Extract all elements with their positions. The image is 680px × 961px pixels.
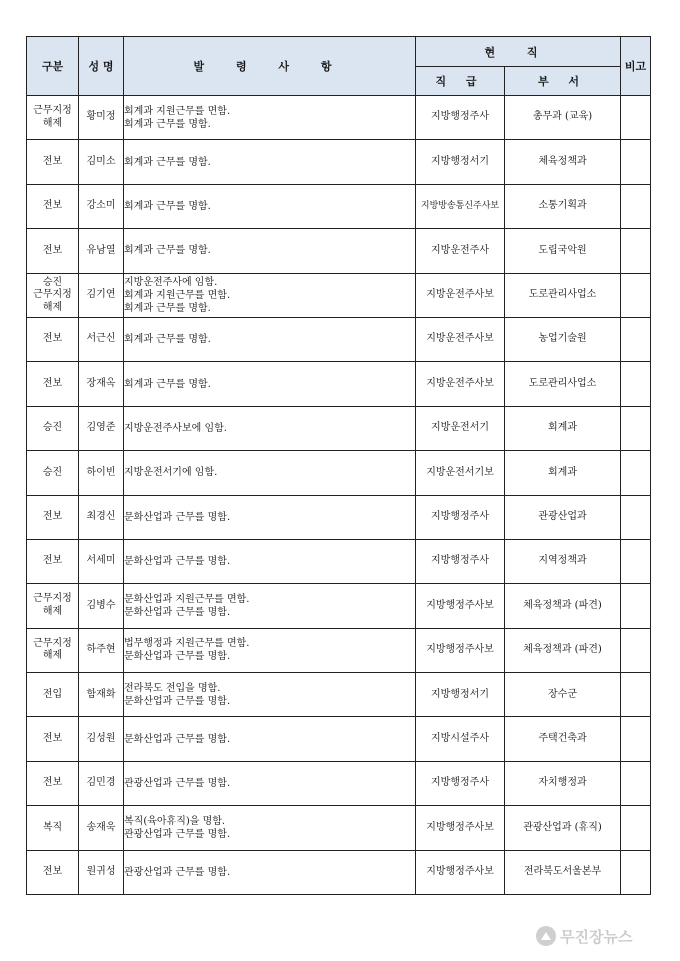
category-cell — [27, 317, 79, 361]
action-cell — [124, 717, 416, 761]
header-current: 현 직 — [416, 37, 621, 67]
dept-cell: 주택건축과 — [505, 717, 621, 761]
dept-cell: 체육정책과 (파견) — [505, 628, 621, 672]
name-cell: 강소미 — [79, 184, 124, 228]
rank-cell: 지방행정주사보 — [416, 584, 505, 628]
action-line: 관광산업과 근무를 명함. — [124, 778, 231, 790]
category-line: 승진 — [42, 276, 63, 288]
category-line: 전보 — [42, 866, 63, 878]
rank-cell: 지방운전주사보 — [416, 317, 505, 361]
action-cell — [124, 140, 416, 184]
dept-cell: 소통기획과 — [505, 184, 621, 228]
category-line: 근무지정 — [33, 637, 72, 649]
table-row — [27, 140, 651, 184]
dept-cell: 회계과 — [505, 451, 621, 495]
category-line: 전입 — [42, 688, 63, 700]
appointment-table — [26, 36, 651, 895]
rank-cell: 지방행정주사보 — [416, 850, 505, 894]
table-row — [27, 362, 651, 406]
category-cell — [27, 273, 79, 317]
note-cell — [621, 673, 651, 717]
note-cell — [621, 761, 651, 805]
note-cell — [621, 273, 651, 317]
category-line: 전보 — [42, 155, 63, 167]
action-cell — [124, 273, 416, 317]
dept-cell: 장수군 — [505, 673, 621, 717]
note-cell — [621, 584, 651, 628]
name-cell: 최경신 — [79, 495, 124, 539]
table-row — [27, 628, 651, 672]
rank-cell: 지방운전서기보 — [416, 451, 505, 495]
header-note: 비고 — [621, 37, 651, 96]
category-line: 전보 — [42, 510, 63, 522]
note-cell — [621, 628, 651, 672]
dept-cell: 자치행정과 — [505, 761, 621, 805]
note-cell — [621, 495, 651, 539]
rank-cell: 지방행정주사보 — [416, 806, 505, 850]
note-cell — [621, 850, 651, 894]
category-line: 근무지정 — [33, 289, 72, 300]
table-row — [27, 850, 651, 894]
note-cell — [621, 184, 651, 228]
header-rank: 직 급 — [416, 67, 505, 96]
category-line: 해제 — [42, 650, 63, 662]
action-cell — [124, 806, 416, 850]
category-line: 전보 — [42, 333, 63, 345]
category-cell — [27, 850, 79, 894]
dept-cell: 회계과 — [505, 406, 621, 450]
name-cell: 김미소 — [79, 140, 124, 184]
header-action: 발 령 사 항 — [124, 37, 416, 96]
name-cell: 김기연 — [79, 273, 124, 317]
table-row — [27, 495, 651, 539]
table-row — [27, 96, 651, 140]
action-line: 회계과 지원근무를 면함. — [124, 105, 231, 117]
header-dept: 부 서 — [505, 67, 621, 96]
table-row — [27, 584, 651, 628]
rank-cell: 지방행정주사 — [416, 761, 505, 805]
watermark-text: 무진장뉴스 — [560, 927, 633, 946]
watermark-logo-icon — [536, 926, 556, 946]
action-line: 회계과 근무를 명함. — [124, 200, 211, 212]
category-cell — [27, 229, 79, 273]
category-line: 복직 — [42, 821, 63, 833]
action-cell — [124, 451, 416, 495]
action-line: 문화산업과 근무를 명함. — [124, 733, 231, 745]
action-line: 문화산업과 근무를 명함. — [124, 651, 231, 663]
note-cell — [621, 140, 651, 184]
rank-cell: 지방행정주사 — [416, 539, 505, 583]
action-line: 문화산업과 근무를 명함. — [124, 556, 231, 568]
action-line: 문화산업과 근무를 명함. — [124, 511, 231, 523]
note-cell — [621, 96, 651, 140]
note-cell — [621, 717, 651, 761]
category-cell — [27, 673, 79, 717]
category-line: 전보 — [42, 200, 63, 212]
action-cell — [124, 850, 416, 894]
category-line: 전보 — [42, 777, 63, 789]
action-cell — [124, 495, 416, 539]
action-line: 관광산업과 근무를 명함. — [124, 828, 231, 840]
category-line: 전보 — [42, 377, 63, 389]
name-cell: 원귀성 — [79, 850, 124, 894]
rank-cell: 지방방송통신주사보 — [416, 184, 505, 228]
action-cell — [124, 673, 416, 717]
category-line: 근무지정 — [33, 593, 72, 605]
category-line: 해제 — [42, 117, 63, 129]
table-row — [27, 184, 651, 228]
rank-cell: 지방행정서기 — [416, 673, 505, 717]
table-row — [27, 317, 651, 361]
name-cell: 김민경 — [79, 761, 124, 805]
name-cell: 하이빈 — [79, 451, 124, 495]
dept-cell: 전라북도서울본부 — [505, 850, 621, 894]
category-cell — [27, 96, 79, 140]
dept-cell: 체육정책과 (파견) — [505, 584, 621, 628]
category-cell — [27, 140, 79, 184]
category-cell — [27, 451, 79, 495]
name-cell: 유남열 — [79, 229, 124, 273]
action-line: 회계과 지원근무를 면함. — [124, 289, 231, 301]
note-cell — [621, 229, 651, 273]
rank-cell: 지방운전서기 — [416, 406, 505, 450]
action-line: 복직(육아휴직)을 명함. — [124, 815, 226, 827]
table-row — [27, 229, 651, 273]
note-cell — [621, 406, 651, 450]
action-line: 법무행정과 지원근무를 면함. — [124, 638, 250, 650]
action-line: 전라북도 전입을 명함. — [124, 682, 221, 694]
category-cell — [27, 806, 79, 850]
action-cell — [124, 184, 416, 228]
dept-cell: 관광산업과 (휴직) — [505, 806, 621, 850]
dept-cell: 도립국악원 — [505, 229, 621, 273]
header-name: 성 명 — [79, 37, 124, 96]
action-cell — [124, 539, 416, 583]
name-cell: 하주현 — [79, 628, 124, 672]
category-cell — [27, 362, 79, 406]
action-line: 지방운전서기에 임함. — [124, 467, 218, 479]
table-row — [27, 451, 651, 495]
action-cell — [124, 628, 416, 672]
category-cell — [27, 761, 79, 805]
category-cell — [27, 184, 79, 228]
dept-cell: 총무과 (교육) — [505, 96, 621, 140]
note-cell — [621, 539, 651, 583]
category-cell — [27, 717, 79, 761]
category-line: 전보 — [42, 555, 63, 567]
name-cell: 송재욱 — [79, 806, 124, 850]
action-line: 회계과 근무를 명함. — [124, 118, 211, 130]
category-cell — [27, 406, 79, 450]
dept-cell: 도로관리사업소 — [505, 362, 621, 406]
table-row — [27, 717, 651, 761]
name-cell: 서세미 — [79, 539, 124, 583]
name-cell: 김성원 — [79, 717, 124, 761]
action-line: 문화산업과 근무를 명함. — [124, 695, 231, 707]
action-line: 회계과 근무를 명함. — [124, 245, 211, 257]
action-cell — [124, 584, 416, 628]
action-line: 회계과 근무를 명함. — [124, 156, 211, 168]
category-line: 승진 — [42, 466, 63, 478]
dept-cell: 관광산업과 — [505, 495, 621, 539]
category-cell — [27, 628, 79, 672]
category-line: 전보 — [42, 732, 63, 744]
category-line: 해제 — [42, 301, 63, 313]
rank-cell: 지방운전주사보 — [416, 273, 505, 317]
note-cell — [621, 362, 651, 406]
category-line: 전보 — [42, 244, 63, 256]
action-line: 문화산업과 지원근무를 면함. — [124, 593, 250, 605]
rank-cell: 지방행정주사 — [416, 96, 505, 140]
table-row — [27, 539, 651, 583]
category-cell — [27, 495, 79, 539]
action-cell — [124, 229, 416, 273]
table-row — [27, 761, 651, 805]
note-cell — [621, 317, 651, 361]
category-line: 승진 — [42, 422, 63, 434]
rank-cell: 지방시설주사 — [416, 717, 505, 761]
table-body — [27, 96, 651, 895]
action-line: 회계과 근무를 명함. — [124, 302, 211, 314]
action-line: 회계과 근무를 명함. — [124, 378, 211, 390]
category-line: 해제 — [42, 605, 63, 617]
action-cell — [124, 406, 416, 450]
table-row — [27, 806, 651, 850]
name-cell: 김영준 — [79, 406, 124, 450]
name-cell: 함재화 — [79, 673, 124, 717]
table-row — [27, 406, 651, 450]
category-cell — [27, 539, 79, 583]
action-line: 지방운전주사보에 임함. — [124, 422, 227, 434]
rank-cell: 지방행정서기 — [416, 140, 505, 184]
header-category: 구분 — [27, 37, 79, 96]
rank-cell: 지방운전주사보 — [416, 362, 505, 406]
rank-cell: 지방행정주사 — [416, 495, 505, 539]
dept-cell: 체육정책과 — [505, 140, 621, 184]
dept-cell: 지역정책과 — [505, 539, 621, 583]
action-line: 관광산업과 근무를 명함. — [124, 866, 231, 878]
watermark — [536, 920, 670, 952]
note-cell — [621, 806, 651, 850]
dept-cell: 농업기술원 — [505, 317, 621, 361]
action-cell — [124, 362, 416, 406]
name-cell: 황미정 — [79, 96, 124, 140]
table-row — [27, 273, 651, 317]
action-line: 회계과 근무를 명함. — [124, 334, 211, 346]
action-line: 지방운전주사에 임함. — [124, 276, 218, 288]
action-line: 문화산업과 근무를 명함. — [124, 606, 231, 618]
category-line: 근무지정 — [33, 105, 72, 117]
category-cell — [27, 584, 79, 628]
action-cell — [124, 96, 416, 140]
note-cell — [621, 451, 651, 495]
name-cell: 서근신 — [79, 317, 124, 361]
table-row — [27, 673, 651, 717]
dept-cell: 도로관리사업소 — [505, 273, 621, 317]
rank-cell: 지방행정주사보 — [416, 628, 505, 672]
action-cell — [124, 317, 416, 361]
rank-cell: 지방운전주사 — [416, 229, 505, 273]
name-cell: 김병수 — [79, 584, 124, 628]
name-cell: 장재옥 — [79, 362, 124, 406]
action-cell — [124, 761, 416, 805]
